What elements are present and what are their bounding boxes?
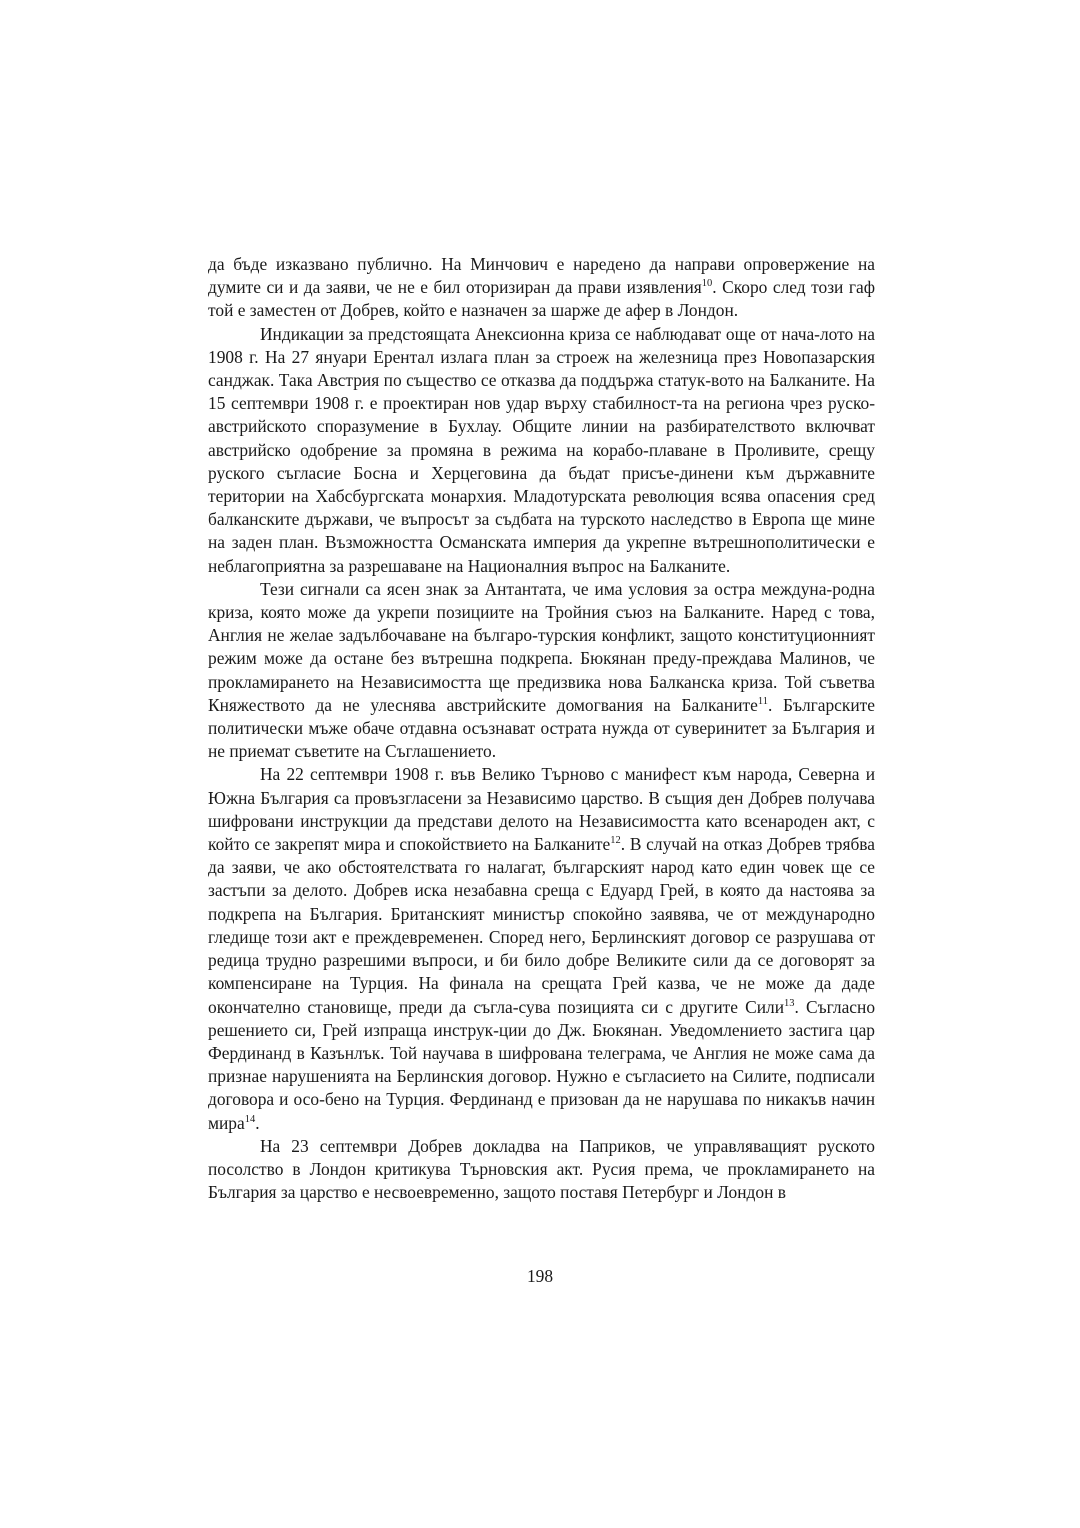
text-run: Индикации за предстоящата Анексионна криза се наблюдават още от нача-лото на 1908 г. На 27 януари Ерентал излага план за строеж на железница през Новопазарския санджак. Така Австрия по същество се отказва да поддържа статук-вото на Балканите. На 15 септември 1908 г. е проектиран нов удар върху стабилност-та на региона чрез руско-австрийското споразумение в Бухлау. Общите линии на разбирателството включват австрийско одобрение за промяна в режима на корабо-плаване в Проливите, срещу руского съгласие Босна и Херцеговина да бъдат присъе-динени към държавните територии на Хабсбургската монархия. Младотурската революция всява опасения сред балканските държави, че въпросът за съдбата на турското наследство в Европа ще мине на заден план. Възможността Османската империя да укрепне вътрешнополитически е неблагоприятна за разрешаване на Националния въпрос на Балканите.: [208, 323, 875, 576]
text-run: . В случай на отказ Добрев трябва да заяви, че ако обстоятелствата го налагат, българският народ като един човек ще се застъпи за делото. Добрев иска незабавна среща с Едуард Грей, в която да настоява за подкрепа на България. Британският министър спокойно заявява, че от международно гледище този акт е преждевременен. Според него, Берлинският договор се разрушава от редица трудно разрешими въпроси, и би било добре Великите сили да се договорят за компенсиране на Турция. На финала на срещата Грей казва, че не може да даде окончателно становище, преди да съгла-сува позицията си с другите Сили: [208, 834, 875, 1017]
paragraph: [208, 763, 875, 1134]
text-run: . Българските политически мъже обаче отдавна осъзнават острата нужда от суверинитет за България и не приемат съветите на Съглашението.: [208, 694, 875, 762]
text-run: . Съгласно решението си, Грей изпраща инструк-ции до Дж. Бюкянан. Уведомлението застига цар Фердинанд в Казънлък. Той научава в шифрована телеграма, че Англия не може сама да признае нарушенията на Берлинския договор. Нужно е съгласието на Силите, подписали договора и осо-бено на Турция. Фердинанд е призован да не нарушава по никакъв начин мира: [208, 996, 876, 1133]
page-number: 198: [526, 1266, 554, 1286]
paragraph: [208, 1135, 875, 1205]
text-run: .: [255, 1112, 260, 1133]
text-run: Тези сигнали са ясен знак за Антантата, че има условия за остра междуна-родна криза, която може да укрепи позициите на Тройния съюз на Балканите. Наред с това, Англия не желае задълбочаване на българо-турския конфликт, защото конституционният режим може да остане без вътрешна подкрепа. Бюкянан преду-преждава Малинов, че прокламирането на Независимостта ще предизвика нова Балканска криза. Той съветва Княжеството да не улеснява австрийските домогвания на Балканите: [208, 578, 875, 715]
text-run: да бъде изказвано публично. На Минчович е наредено да направи опровержение на думите си и да заяви, че не е бил оторизиран да прави изявления: [208, 254, 875, 298]
footnote-marker: 10: [701, 278, 713, 290]
body-text: [208, 253, 875, 1204]
footnote-marker: 14: [244, 1113, 256, 1125]
text-run: На 22 септември 1908 г. във Велико Търново с манифест към народа, Северна и Южна България са провъзгласени за Независимо царство. В същия ден Добрев получава шифровани инструкции да представи делото на Независимостта като всенароден акт, с който се закрепят мира и спокойствието на Балканите: [208, 764, 875, 855]
footnote-marker: 12: [610, 835, 621, 847]
paragraph: [208, 253, 875, 323]
footnote-marker: 13: [784, 997, 795, 1009]
paragraph: [208, 323, 875, 578]
footnote-marker: 11: [757, 695, 768, 707]
paragraph: [208, 578, 875, 764]
text-run: . Скоро след този гаф той е заместен от Добрев, който е назначен за шарже де афер в Лондон.: [208, 277, 875, 321]
text-run: На 23 септември Добрев докладва на Паприков, че управляващият руското посолство в Лондон критикува Търновския акт. Русия према, че прокламирането на България за царство е несвоевременно, защото поставя Петербург и Лондон в: [208, 1135, 875, 1203]
